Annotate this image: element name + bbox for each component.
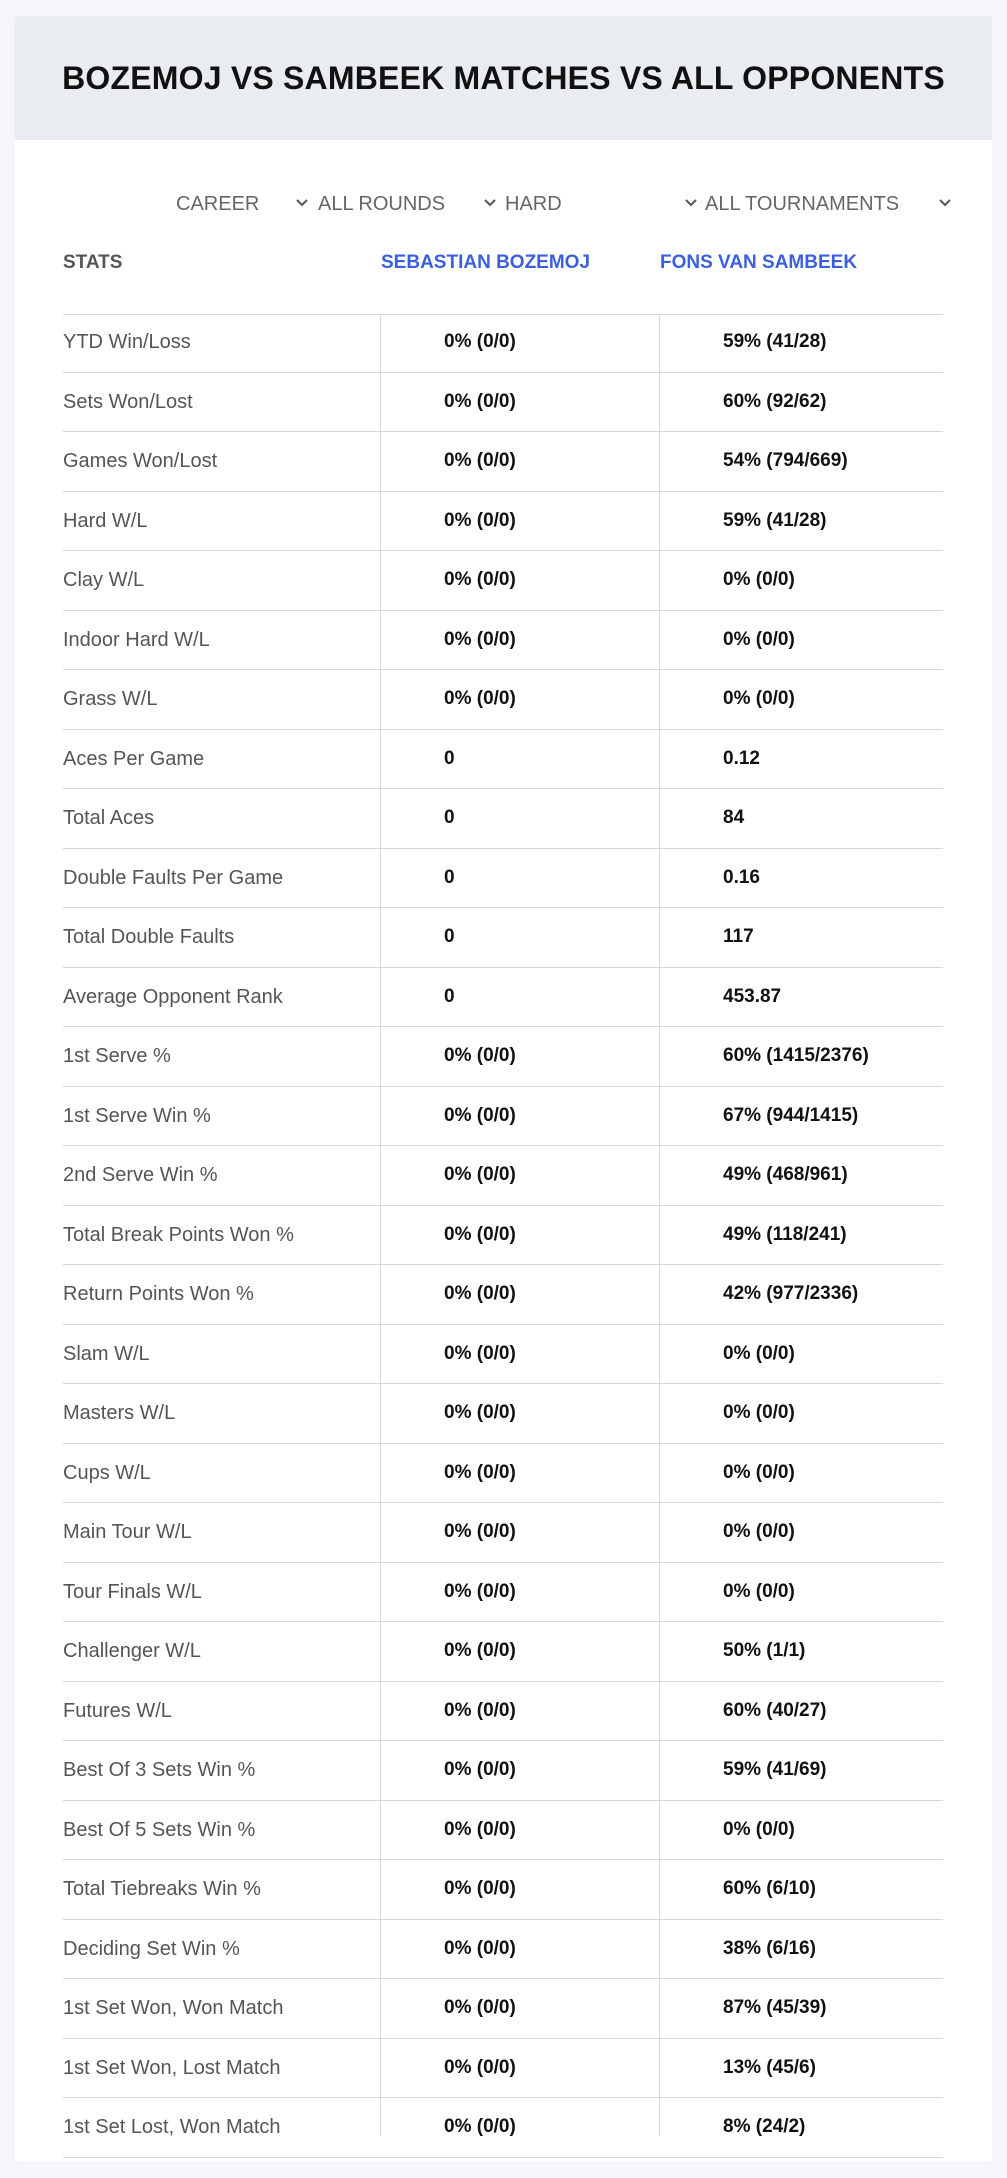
table-row: [63, 1802, 943, 1861]
player2-stat-value: 0% (0/0): [723, 1342, 795, 1364]
table-row: [63, 1564, 943, 1623]
rounds-select[interactable]: [318, 184, 500, 224]
table-row: [63, 1385, 943, 1444]
stat-label: Hard W/L: [63, 509, 148, 532]
player2-column-header[interactable]: FONS VAN SAMBEEK: [660, 252, 858, 273]
player2-stat-value: 60% (1415/2376): [723, 1045, 869, 1066]
player2-stat-value: 0.12: [723, 747, 760, 769]
table-row: [63, 1028, 943, 1087]
player1-stat-value: 0% (0/0): [444, 1283, 516, 1304]
player1-stat-value: 0% (0/0): [444, 1878, 516, 1899]
table-row: [63, 1504, 943, 1563]
table-row: [63, 790, 943, 849]
player2-stat-value: 8% (24/2): [723, 2116, 806, 2137]
table-row: [63, 1326, 943, 1385]
stat-label: Aces Per Game: [63, 747, 205, 770]
stat-label: Challenger W/L: [63, 1640, 201, 1662]
stat-label: Clay W/L: [63, 569, 145, 591]
player1-stat-value: 0% (0/0): [444, 1759, 516, 1780]
player1-stat-value: 0% (0/0): [444, 688, 516, 709]
table-row: [63, 612, 943, 671]
player2-stat-value: 67% (944/1415): [723, 1104, 859, 1126]
table-row: [63, 1623, 943, 1682]
player2-stat-value: 49% (118/241): [723, 1223, 847, 1245]
player2-stat-value: 38% (6/16): [723, 1937, 816, 1959]
table-row: [63, 552, 943, 611]
player2-stat-value: 60% (6/10): [723, 1878, 816, 1899]
player2-stat-value: 50% (1/1): [723, 1640, 806, 1661]
player1-stat-value: 0% (0/0): [444, 331, 516, 352]
table-row: [63, 671, 943, 730]
table-row: [63, 850, 943, 909]
chevron-down-icon: [681, 193, 701, 213]
player1-stat-value: 0% (0/0): [444, 1461, 516, 1483]
tournaments-select-value: ALL TOURNAMENTS: [705, 192, 900, 215]
player2-stat-value: 0% (0/0): [723, 688, 795, 709]
table-row: [63, 1742, 943, 1801]
stat-label: Total Tiebreaks Win %: [63, 1878, 261, 1900]
player1-stat-value: 0% (0/0): [444, 1937, 516, 1959]
player2-stat-value: 13% (45/6): [723, 2056, 816, 2078]
stat-label: Double Faults Per Game: [63, 866, 284, 889]
table-row: [63, 1147, 943, 1206]
stat-label: 1st Set Lost, Won Match: [63, 2116, 281, 2138]
player1-stat-value: 0% (0/0): [444, 1164, 516, 1185]
table-row: [63, 1088, 943, 1147]
stat-label: 1st Serve Win %: [63, 1104, 211, 1127]
player1-stat-value: 0% (0/0): [444, 1997, 516, 2018]
player1-stat-value: 0% (0/0): [444, 1699, 516, 1721]
table-row: [63, 493, 943, 552]
stats-column-header: STATS: [63, 252, 123, 273]
table-row: [63, 314, 943, 373]
player1-stat-value: 0: [444, 807, 455, 828]
player1-stat-value: 0% (0/0): [444, 2056, 516, 2078]
table-row: [63, 2099, 943, 2158]
player2-stat-value: 87% (45/39): [723, 1997, 827, 2018]
table-row: [63, 1683, 943, 1742]
player1-stat-value: 0: [444, 747, 455, 769]
player1-stat-value: 0% (0/0): [444, 2116, 516, 2137]
player1-stat-value: 0% (0/0): [444, 628, 516, 650]
stat-label: Futures W/L: [63, 1699, 172, 1722]
stat-label: Return Points Won %: [63, 1283, 254, 1305]
player1-stat-value: 0% (0/0): [444, 1818, 516, 1840]
stat-label: Best Of 3 Sets Win %: [63, 1759, 256, 1781]
player2-stat-value: 60% (92/62): [723, 390, 827, 412]
player2-stat-value: 60% (40/27): [723, 1699, 827, 1721]
career-select-value: CAREER: [176, 192, 260, 215]
stat-label: 1st Set Won, Won Match: [63, 1997, 284, 2019]
stats-card: [15, 16, 992, 2162]
player2-stat-value: 84: [723, 807, 745, 828]
player2-stat-value: 0% (0/0): [723, 1402, 795, 1423]
stat-label: Deciding Set Win %: [63, 1937, 240, 1960]
page-title: BOZEMOJ VS SAMBEEK MATCHES VS ALL OPPONENTS: [62, 59, 945, 96]
table-row: [63, 1980, 943, 2039]
stat-label: Total Aces: [63, 807, 155, 829]
player1-stat-value: 0% (0/0): [444, 1342, 516, 1364]
player2-stat-value: 0.16: [723, 866, 760, 888]
stat-label: Total Break Points Won %: [63, 1223, 294, 1246]
player1-stat-value: 0: [444, 985, 455, 1007]
player2-stat-value: 59% (41/28): [723, 509, 827, 531]
table-row: [63, 1861, 943, 1920]
player2-stat-value: 0% (0/0): [723, 1461, 795, 1483]
player1-stat-value: 0: [444, 926, 455, 947]
stat-label: Masters W/L: [63, 1402, 176, 1424]
stat-label: Average Opponent Rank: [63, 985, 283, 1008]
player2-stat-value: 42% (977/2336): [723, 1283, 859, 1304]
player1-stat-value: 0: [444, 866, 455, 888]
stat-label: Tour Finals W/L: [63, 1580, 202, 1603]
chevron-down-icon: [935, 193, 955, 213]
page-header: [15, 16, 992, 140]
chevron-down-icon: [480, 193, 500, 213]
player1-stat-value: 0% (0/0): [444, 450, 516, 471]
chevron-down-icon: [292, 193, 312, 213]
filter-bar: [15, 184, 992, 224]
player2-stat-value: 117: [723, 926, 754, 947]
player2-stat-value: 0% (0/0): [723, 628, 795, 650]
surface-select-value: HARD: [505, 192, 562, 215]
table-row: [63, 433, 943, 492]
stat-label: 2nd Serve Win %: [63, 1164, 218, 1186]
player1-stat-value: 0% (0/0): [444, 1640, 516, 1661]
tournaments-select[interactable]: [705, 184, 959, 224]
player2-stat-value: 49% (468/961): [723, 1164, 848, 1185]
stat-label: Sets Won/Lost: [63, 390, 193, 413]
player2-stat-value: 453.87: [723, 985, 782, 1007]
player1-stat-value: 0% (0/0): [444, 1104, 516, 1126]
player2-stat-value: 0% (0/0): [723, 1818, 795, 1840]
stat-label: Total Double Faults: [63, 926, 235, 948]
player1-stat-value: 0% (0/0): [444, 1045, 516, 1066]
table-row: [63, 2040, 943, 2099]
stat-label: Games Won/Lost: [63, 450, 218, 472]
stat-label: Cups W/L: [63, 1461, 151, 1484]
stat-label: Slam W/L: [63, 1342, 150, 1365]
player1-stat-value: 0% (0/0): [444, 1402, 516, 1423]
player2-stat-value: 0% (0/0): [723, 569, 795, 590]
table-row: [63, 731, 943, 790]
player2-stat-value: 0% (0/0): [723, 1580, 795, 1602]
player2-stat-value: 59% (41/28): [723, 331, 827, 352]
table-row: [63, 909, 943, 968]
player1-stat-value: 0% (0/0): [444, 390, 516, 412]
stat-label: Best Of 5 Sets Win %: [63, 1818, 256, 1841]
career-select[interactable]: [176, 184, 312, 224]
player2-stat-value: 0% (0/0): [723, 1521, 795, 1542]
table-row: [63, 1207, 943, 1266]
player1-stat-value: 0% (0/0): [444, 1580, 516, 1602]
stat-label: Indoor Hard W/L: [63, 628, 210, 651]
stat-label: 1st Set Won, Lost Match: [63, 2056, 281, 2079]
surface-select[interactable]: [505, 184, 703, 224]
player1-stat-value: 0% (0/0): [444, 569, 516, 590]
player2-stat-value: 54% (794/669): [723, 450, 848, 471]
stat-label: YTD Win/Loss: [63, 331, 191, 353]
player1-column-header[interactable]: SEBASTIAN BOZEMOJ: [381, 252, 591, 273]
stat-label: Grass W/L: [63, 688, 158, 710]
table-row: [63, 1266, 943, 1325]
table-row: [63, 1445, 943, 1504]
player1-stat-value: 0% (0/0): [444, 1521, 516, 1542]
stats-table-body: [63, 314, 943, 2159]
player1-stat-value: 0% (0/0): [444, 509, 516, 531]
player2-stat-value: 59% (41/69): [723, 1759, 827, 1780]
stats-table-header: [63, 252, 943, 315]
table-row: [63, 374, 943, 433]
stat-label: 1st Serve %: [63, 1045, 171, 1067]
rounds-select-value: ALL ROUNDS: [318, 192, 446, 215]
player1-stat-value: 0% (0/0): [444, 1223, 516, 1245]
stat-label: Main Tour W/L: [63, 1521, 192, 1543]
table-row: [63, 1921, 943, 1980]
table-row: [63, 969, 943, 1028]
